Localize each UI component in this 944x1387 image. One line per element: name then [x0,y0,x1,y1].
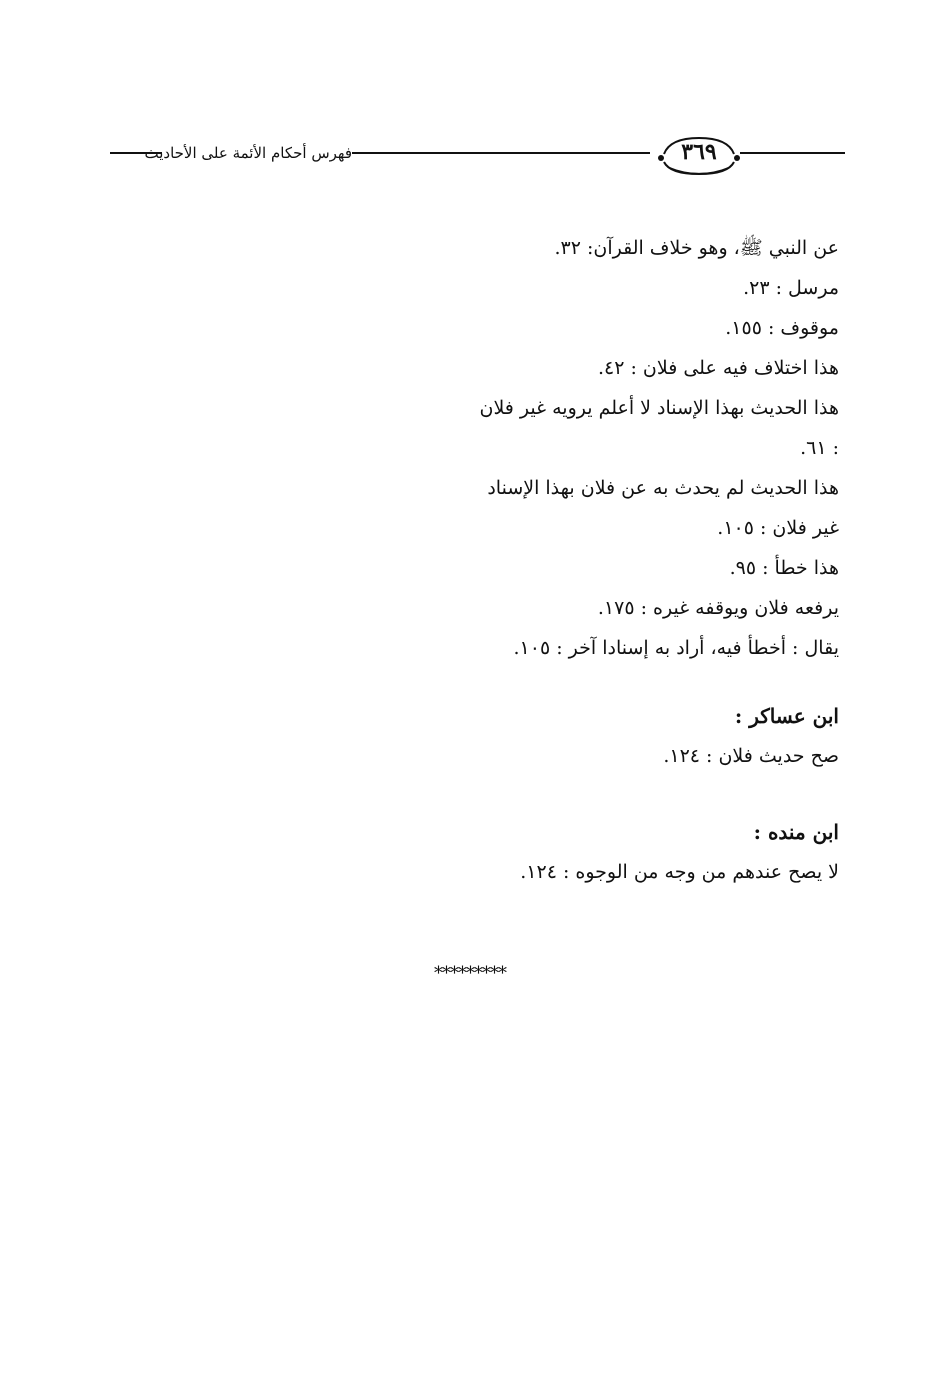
index-entry: موقوف : ١٥٥. [725,317,839,339]
page-number: ٣٦٩ [681,139,717,165]
index-entry: هذا خطأ : ٩٥. [729,557,839,579]
index-entry: هذا الحديث بهذا الإسناد لا أعلم يرويه غير فلان [479,397,839,419]
index-entry: صح حديث فلان : ١٢٤. [663,745,839,767]
index-entry: هذا اختلاف فيه على فلان : ٤٢. [597,357,839,379]
running-header [110,128,845,178]
index-content [479,228,839,892]
index-entry: لا يصح عندهم من وجه من الوجوه : ١٢٤. [520,861,839,883]
index-entry: مرسل : ٢٣. [743,277,839,299]
section-heading-ibn-asakir: ابن عساكر : [734,704,839,728]
index-entry: يقال : أخطأ فيه، أراد به إسنادا آخر : ١٠٥. [513,637,839,659]
header-rule-right [740,152,845,154]
index-entry: هذا الحديث لم يحدث به عن فلان بهذا الإسناد [487,477,839,499]
section-spacer [494,668,839,696]
index-entry: عن النبي ﷺ، وهو خلاف القرآن: ٣٢. [554,237,839,259]
section-heading-ibn-mandah: ابن منده : [753,820,839,844]
header-title: فهرس أحكام الأئمة على الأحاديث [162,140,352,166]
index-entry: يرفعه فلان ويوقفه غيره : ١٧٥. [597,597,839,619]
index-entry-continuation: غير فلان : ١٠٥. [717,517,839,539]
page-number-ornament [658,134,740,172]
section-spacer [494,776,839,812]
index-entry-continuation: : ٦١. [800,437,839,459]
section-separator: ********* [434,963,506,984]
